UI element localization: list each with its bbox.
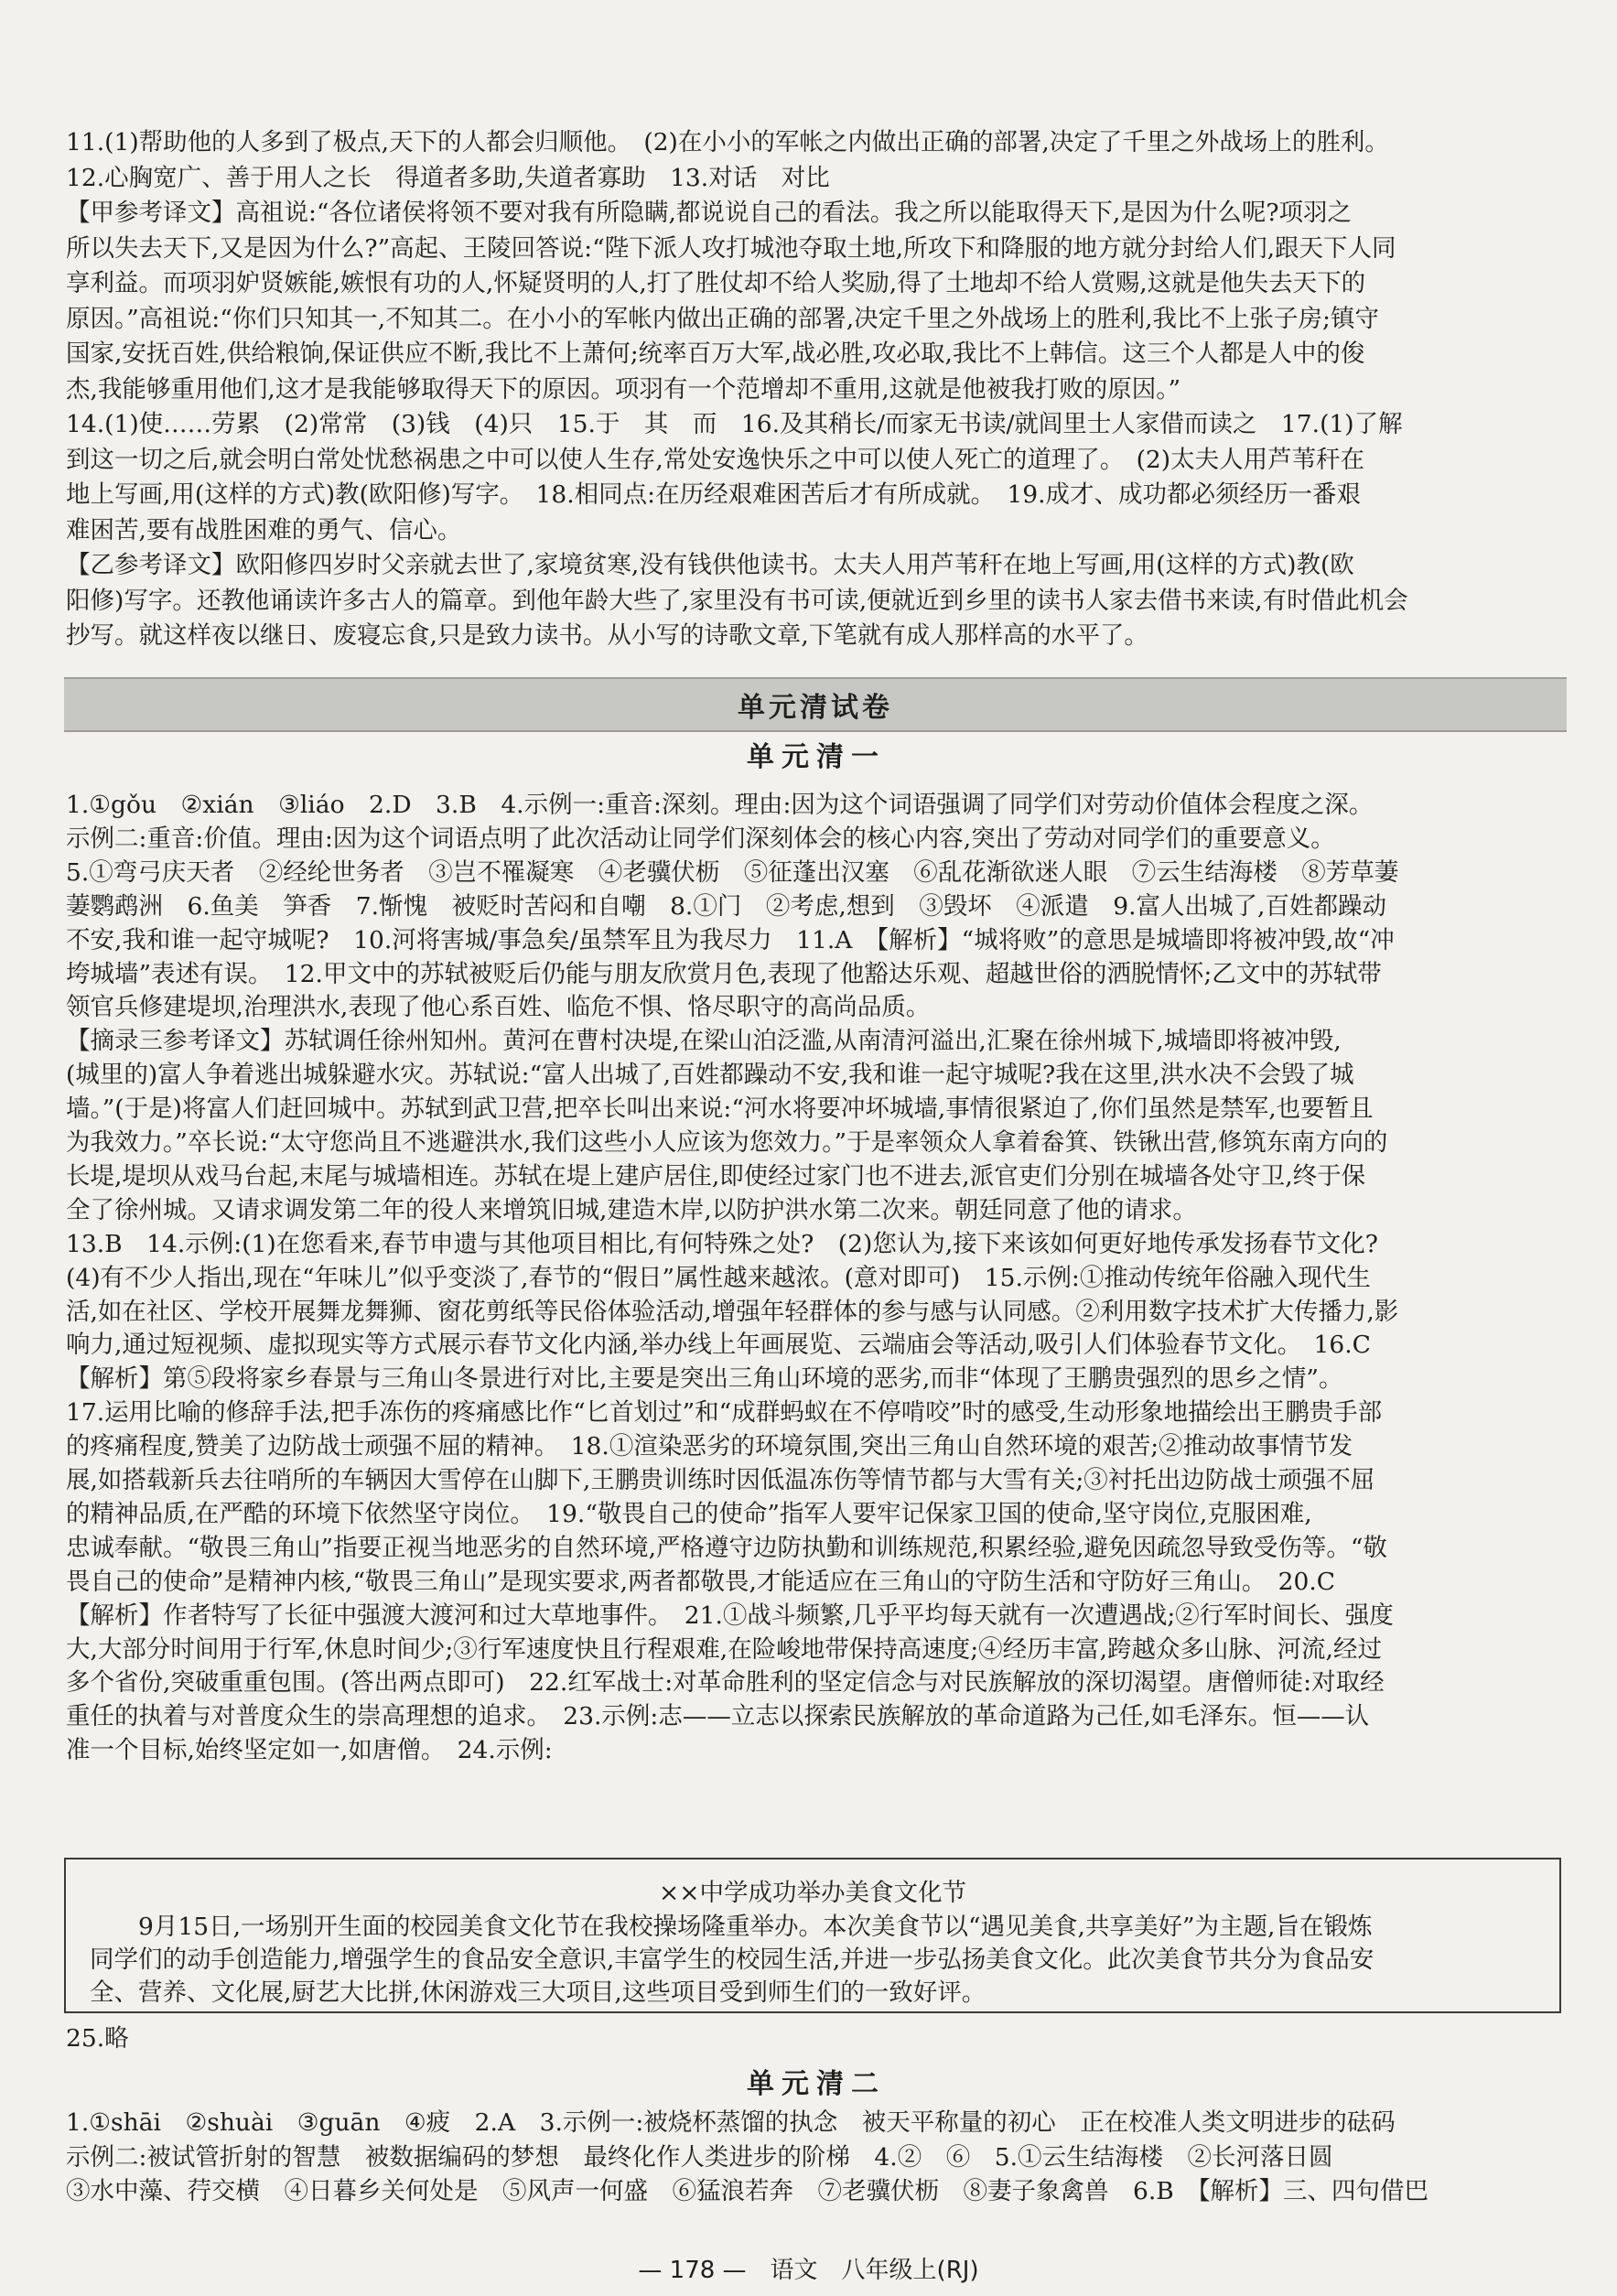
text-line: 【解析】作者特写了长征中强渡大渡河和过大草地事件。 21.①战斗频繁,几乎平均每天就有一次遭遇战;②行军时间长、强度 xyxy=(66,1601,1394,1630)
news-line: 全、营养、文化展,厨艺大比拼,休闲游戏三大项目,这些项目受到师生们的一致好评。 xyxy=(90,1978,986,2007)
text-line: 示例二:重音:价值。理由:因为这个词语点明了此次活动让同学们深刻体会的核心内容,突出了劳动对同学们的重要意义。 xyxy=(66,824,1335,853)
text-line: 地上写画,用(这样的方式)教(欧阳修)写字。 18.相同点:在历经艰难困苦后才有所成就。 19.成才、成功都必须经历一番艰 xyxy=(66,480,1361,509)
text-line: 全了徐州城。又请求调发第二年的役人来增筑旧城,建造木岸,以防护洪水第二次来。朝廷同意了他的请求。 xyxy=(66,1195,1197,1224)
text-line: 响力,通过短视频、虚拟现实等方式展示春节文化内涵,举办线上年画展览、云端庙会等活动,吸引人们体验春节文化。 16.C xyxy=(66,1331,1371,1360)
text-line: 5.①弯弓庆天者 ②经纶世务者 ③岂不罹凝寒 ④老骥伏枥 ⑤征蓬出汉塞 ⑥乱花渐欲迷人眼 ⑦云生结海楼 ⑧芳草萋 xyxy=(66,857,1399,887)
text-line: 1.①gǒu ②xián ③liáo 2.D 3.B 4.示例一:重音:深刻。理由:因为这个词语强调了同学们对劳动价值体会程度之深。 xyxy=(66,791,1374,819)
text-line: 垮城墙”表述有误。 12.甲文中的苏轼被贬后仍能与朋友欣赏月色,表现了他豁达乐观、超越世俗的洒脱情怀;乙文中的苏轼带 xyxy=(66,959,1382,988)
text-line: 示例二:被试管折射的智慧 被数据编码的梦想 最终化作人类进步的阶梯 4.② ⑥ 5.①云生结海楼 ②长河落日圆 xyxy=(66,2142,1333,2172)
text-line: 【解析】第⑤段将家乡春景与三角山冬景进行对比,主要是突出三角山环境的恶劣,而非“体现了王鹏贵强烈的思乡之情”。 xyxy=(66,1364,1343,1394)
text-line: 原因。”高祖说:“你们只知其一,不知其二。在小小的军帐内做出正确的部署,决定千里之外战场上的胜利,我比不上张子房;镇守 xyxy=(66,304,1379,333)
text-line: 多个省份,突破重重包围。(答出两点即可) 22.红军战士:对革命胜利的坚定信念与对民族解放的深切渴望。唐僧师徒:对取经 xyxy=(66,1668,1385,1698)
text-line: 17.运用比喻的修辞手法,把手冻伤的疼痛感比作“匕首划过”和“成群蚂蚁在不停啃咬”时的感受,生动形象地描绘出王鹏贵手部 xyxy=(66,1398,1383,1428)
unit-two-title: 单元清二 xyxy=(747,2068,886,2100)
text-line: 准一个目标,始终坚定如一,如唐僧。 24.示例: xyxy=(66,1736,553,1765)
text-line: 【乙参考译文】欧阳修四岁时父亲就去世了,家境贫寒,没有钱供他读书。太夫人用芦苇秆在地上写画,用(这样的方式)教(欧 xyxy=(66,551,1354,579)
text-line: 活,如在社区、学校开展舞龙舞狮、窗花剪纸等民俗体验活动,增强年轻群体的参与感与认同感。②利用数字技术扩大传播力,影 xyxy=(66,1297,1399,1326)
text-line: 难困苦,要有战胜困难的勇气、信心。 xyxy=(66,515,462,544)
text-line: 【摘录三参考译文】苏轼调任徐州知州。黄河在曹村决堤,在梁山泊泛滥,从南清河溢出,汇聚在徐州城下,城墙即将被冲毁, xyxy=(66,1027,1342,1056)
text-line: 杰,我能够重用他们,这才是我能够取得天下的原因。项羽有一个范增却不重用,这就是他被我打败的原因。” xyxy=(66,374,1181,404)
text-line: 为我效力。”卒长说:“太守您尚且不逃避洪水,我们这些小人应该为您效力。”于是率领众人拿着畚箕、铁锹出营,修筑东南方向的 xyxy=(66,1128,1388,1157)
text-line: 大,大部分时间用于行军,休息时间少;③行军速度快且行程艰难,在险峻地带保持高速度;④经历丰富,跨越众多山脉、河流,经过 xyxy=(66,1634,1382,1664)
text-line: 畏自己的使命”是精神内核,“敬畏三角山”是现实要求,两者都敬畏,才能适应在三角山的守防生活和守防好三角山。 20.C xyxy=(66,1567,1336,1596)
text-line: 的精神品质,在严酷的环境下依然坚守岗位。 19.“敬畏自己的使命”指军人要牢记保家卫国的使命,坚守岗位,克服困难, xyxy=(66,1499,1312,1528)
text-line: (城里的)富人争着逃出城躲避水灾。苏轼说:“富人出城了,百姓都躁动不安,我和谁一起守城呢?我在这里,洪水决不会毁了城 xyxy=(66,1061,1354,1090)
text-line: 展,如搭载新兵去往哨所的车辆因大雪停在山脚下,王鹏贵训练时因低温冻伤等情节都与大雪有关;③衬托出边防战士顽强不屈 xyxy=(66,1466,1375,1494)
section-banner: 单元清试卷 xyxy=(64,677,1567,732)
text-line: 墙。”(于是)将富人们赶回城中。苏轼到武卫营,把卒长叫出来说:“河水将要冲坏城墙,事情很紧迫了,你们虽然是禁军,也要暂且 xyxy=(66,1094,1374,1124)
text-line: 忠诚奉献。“敬畏三角山”指要正视当地恶劣的自然环境,严格遵守边防执勤和训练规范,积累经验,避免因疏忽导致受伤等。“敬 xyxy=(66,1533,1387,1562)
text-line: 领官兵修建堤坝,治理洪水,表现了他心系百姓、临危不惧、恪尽职守的高尚品质。 xyxy=(66,993,931,1022)
text-line: 【甲参考译文】高祖说:“各位诸侯将领不要对我有所隐瞒,都说说自己的看法。我之所以能取得天下,是因为什么呢?项羽之 xyxy=(66,199,1353,227)
news-box xyxy=(64,1858,1561,2013)
text-line: 萋鹦鹉洲 6.鱼美 笋香 7.惭愧 被贬时苦闷和自嘲 8.①门 ②考虑,想到 ③毁坏 ④派遣 9.富人出城了,百姓都躁动 xyxy=(66,891,1386,921)
unit-one-title: 单元清一 xyxy=(747,741,886,773)
text-line: 不安,我和谁一起守城呢? 10.河将害城/事急矣/虽禁军且为我尽力 11.A 【解析】“城将败”的意思是城墙即将被冲毁,故“冲 xyxy=(66,925,1395,954)
text-line: 1.①shāi ②shuài ③guān ④疲 2.A 3.示例一:被烧杯蒸馏的执念 被天平称量的初心 正在校准人类文明进步的砝码 xyxy=(66,2108,1396,2137)
text-line: 12.心胸宽广、善于用人之长 得道者多助,失道者寡助 13.对话 对比 xyxy=(66,163,830,192)
text-line: 14.(1)使……劳累 (2)常常 (3)钱 (4)只 15.于 其 而 16.及其稍长/而家无书读/就闾里士人家借而读之 17.(1)了解 xyxy=(66,410,1403,438)
text-line: ③水中藻、荇交横 ④日暮乡关何处是 ⑤风声一何盛 ⑥猛浪若奔 ⑦老骥伏枥 ⑧妻子象禽兽 6.B 【解析】三、四句借巴 xyxy=(66,2177,1429,2205)
text-line: 13.B 14.示例:(1)在您看来,春节申遗与其他项目相比,有何特殊之处? (2)您认为,接下来该如何更好地传承发扬春节文化? xyxy=(66,1229,1378,1258)
text-line: 抄写。就这样夜以继日、废寝忘食,只是致力读书。从小写的诗歌文章,下笔就有成人那样高的水平了。 xyxy=(66,621,1148,650)
text-line: 所以失去天下,又是因为什么?”高起、王陵回答说:“陛下派人攻打城池夺取土地,所攻下和降服的地方就分封给人们,跟天下人同 xyxy=(66,233,1396,263)
text-line: 国家,安抚百姓,供给粮饷,保证供应不断,我比不上萧何;统率百万大军,战必胜,攻必取,我比不上韩信。这三个人都是人中的俊 xyxy=(66,340,1365,368)
page-footer: — 178 — 语文 八年级上(RJ) xyxy=(638,2257,979,2284)
news-line: 同学们的动手创造能力,增强学生的食品安全意识,丰富学生的校园生活,并进一步弘扬美食文化。此次美食节共分为食品安 xyxy=(90,1946,1374,1974)
text-line: 重任的执着与对普度众生的崇高理想的追求。 23.示例:志——立志以探索民族解放的革命道路为己任,如毛泽东。恒——认 xyxy=(66,1702,1370,1731)
q25-line: 25.略 xyxy=(66,2024,129,2053)
text-line: (4)有不少人指出,现在“年味儿”似乎变淡了,春节的“假日”属性越来越浓。(意对即可) 15.示例:①推动传统年俗融入现代生 xyxy=(66,1263,1371,1292)
text-line: 的疼痛程度,赞美了边防战士顽强不屈的精神。 18.①渲染恶劣的环境氛围,突出三角山自然环境的艰苦;②推动故事情节发 xyxy=(66,1432,1353,1461)
text-line: 到这一切之后,就会明白常处忧愁祸患之中可以使人生存,常处安逸快乐之中可以使人死亡的道理了。 (2)太夫人用芦苇秆在 xyxy=(66,445,1365,474)
text-line: 11.(1)帮助他的人多到了极点,天下的人都会归顺他。 (2)在小小的军帐之内做出正确的部署,决定了千里之外战场上的胜利。 xyxy=(66,128,1389,156)
text-line: 长堤,堤坝从戏马台起,末尾与城墙相连。苏轼在堤上建庐居住,即使经过家门也不进去,派官吏们分别在城墙各处守卫,终于保 xyxy=(66,1161,1366,1191)
text-line: 享利益。而项羽妒贤嫉能,嫉恨有功的人,怀疑贤明的人,打了胜仗却不给人奖励,得了土地却不给人赏赐,这就是他失去天下的 xyxy=(66,269,1366,297)
news-title: ××中学成功举办美食文化节 xyxy=(659,1879,966,1907)
text-line: 阳修)写字。还教他诵读许多古人的篇章。到他年龄大些了,家里没有书可读,便就近到乡里的读书人家去借书来读,有时借此机会 xyxy=(66,586,1408,615)
news-line: 9月15日,一场别开生面的校园美食文化节在我校操场隆重举办。本次美食节以“遇见美食,共享美好”为主题,旨在锻炼 xyxy=(90,1913,1373,1941)
